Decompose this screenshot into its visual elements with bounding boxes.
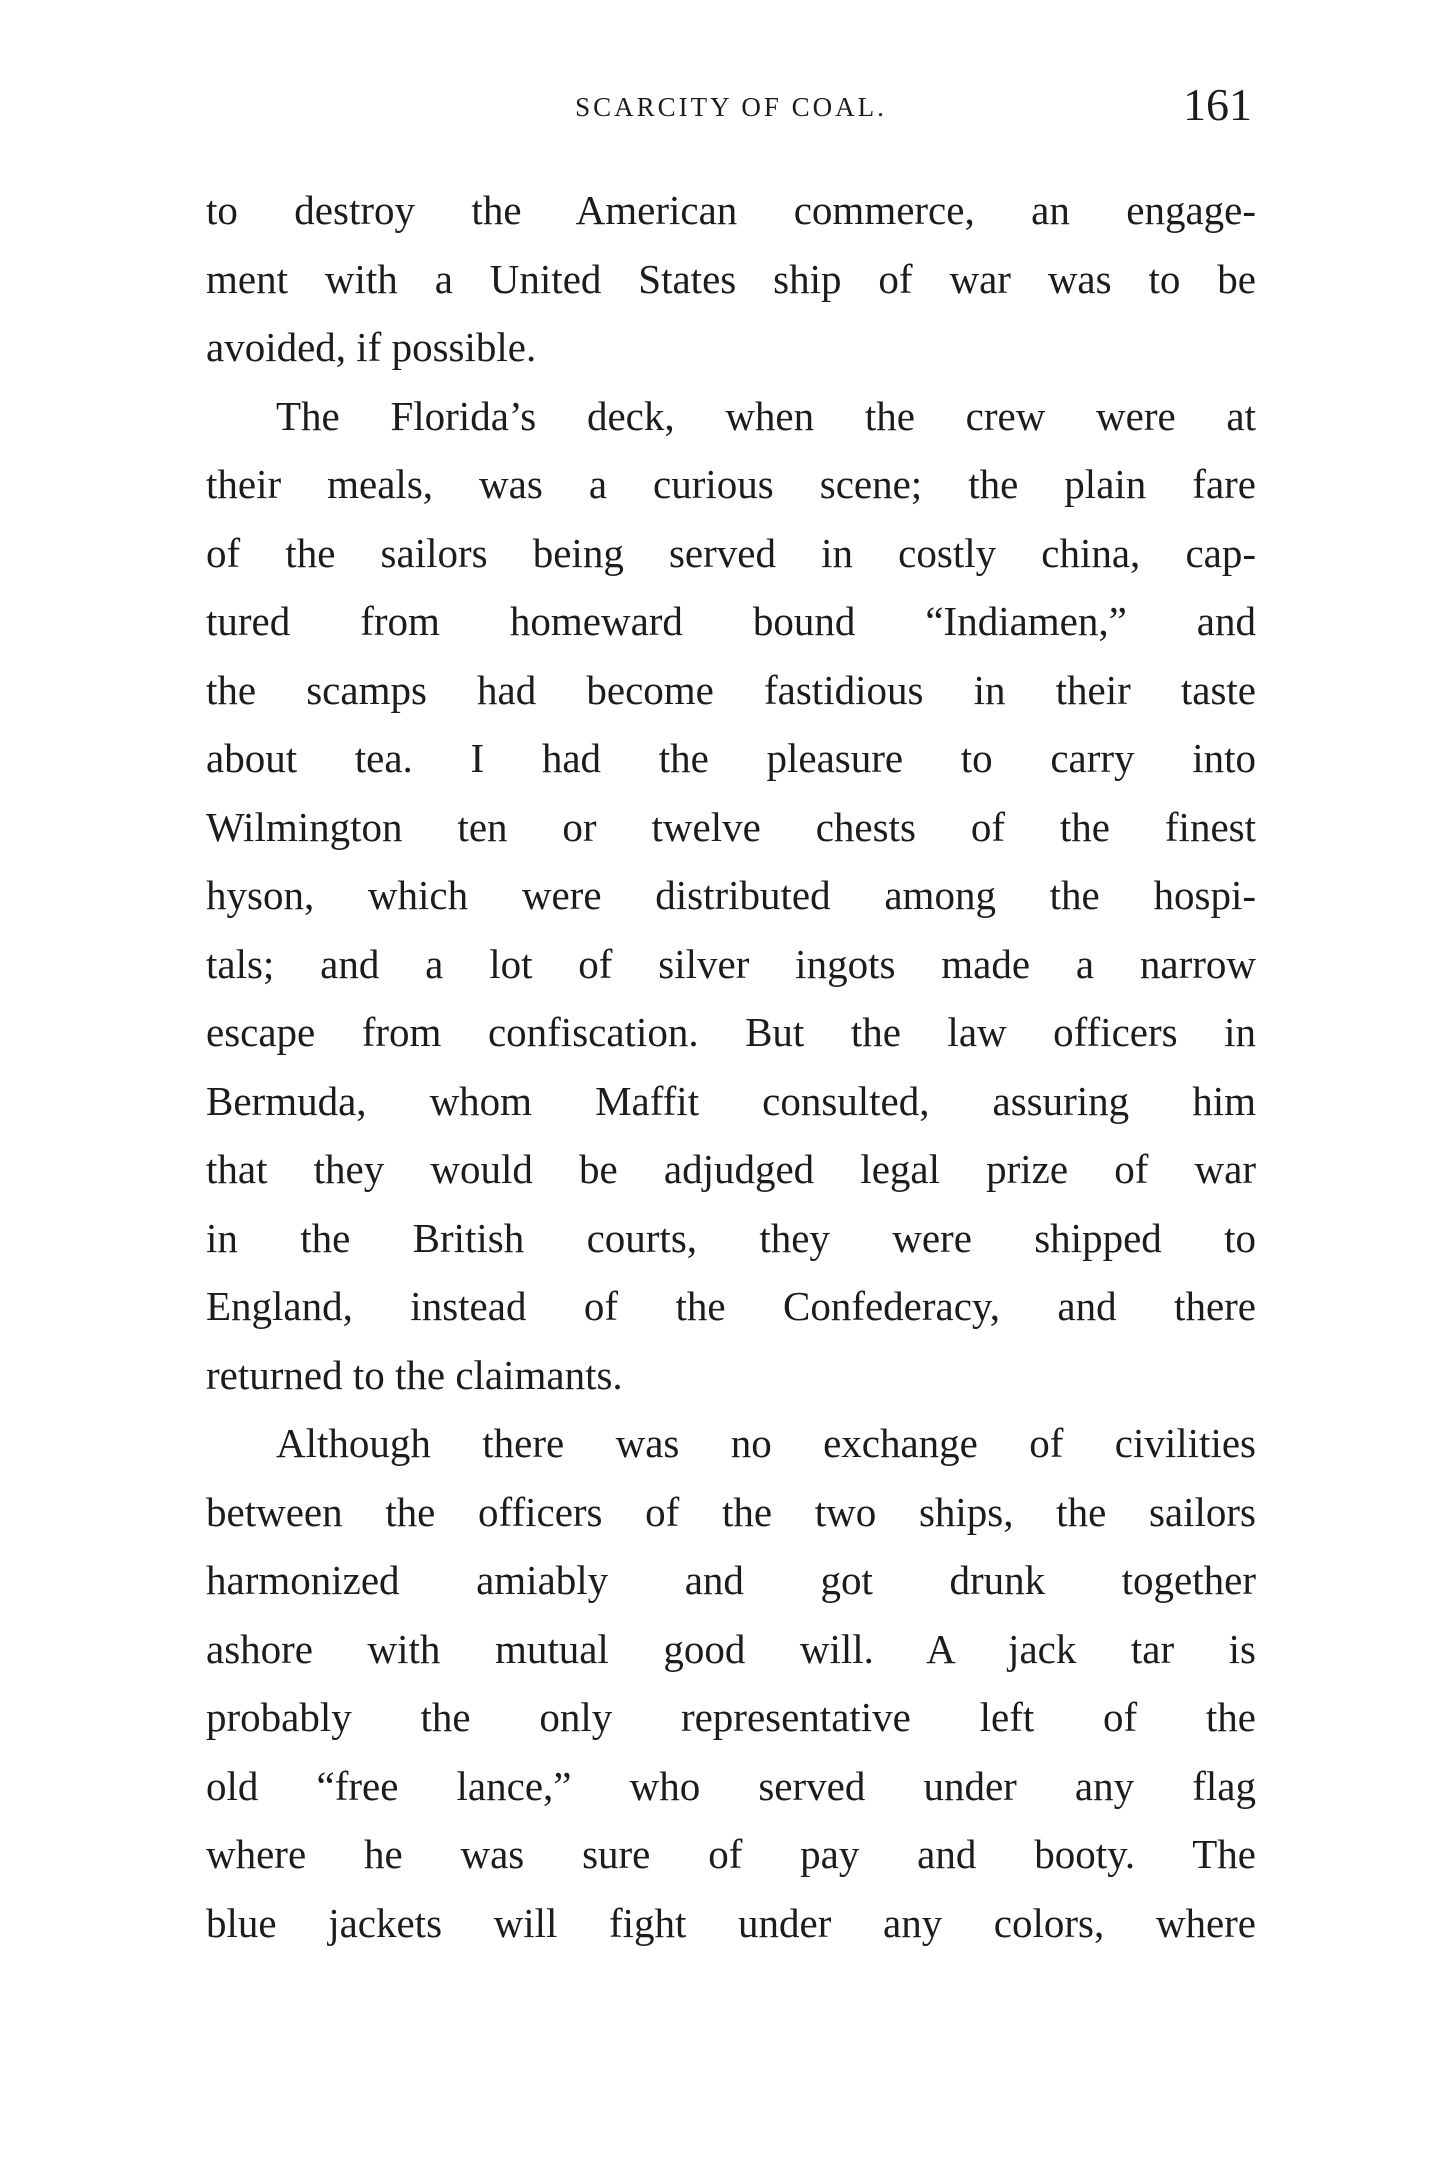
text-line: blue jackets will fight under any colors, where (206, 1899, 1256, 1946)
text-line: that they would be adjudged legal prize of war (206, 1146, 1256, 1192)
page-number: 161 (1183, 79, 1252, 130)
text-line: England, instead of the Confederacy, and there (206, 1283, 1256, 1329)
text-line: returned to the claimants. (206, 1351, 623, 1398)
text-line: about tea. I had the pleasure to carry into (206, 735, 1256, 781)
text-line: escape from confiscation. But the law officers in (206, 1009, 1256, 1055)
text-line: Bermuda, whom Maffit consulted, assuring him (206, 1077, 1256, 1124)
text-line: avoided, if possible. (206, 324, 537, 370)
text-line: Wilmington ten or twelve chests of the finest (206, 803, 1256, 850)
text-line: between the officers of the two ships, the sailors (206, 1488, 1256, 1535)
text-line: ashore with mutual good will. A jack tar is (206, 1625, 1256, 1672)
running-header (206, 78, 1256, 138)
text-line: hyson, which were distributed among the hospi- (206, 872, 1256, 918)
text-line: old “free lance,” who served under any flag (206, 1762, 1256, 1809)
body-text (206, 176, 1256, 1957)
text-line: of the sailors being served in costly china, cap- (206, 529, 1256, 576)
text-line: harmonized amiably and got drunk together (206, 1557, 1256, 1603)
text-line: tured from homeward bound “Indiamen,” and (206, 598, 1256, 644)
text-line: where he was sure of pay and booty. The (206, 1831, 1256, 1877)
text-line: in the British courts, they were shipped to (206, 1214, 1256, 1261)
paragraph-first-line: Although there was no exchange of civilities (276, 1420, 1256, 1466)
running-title: SCARCITY OF COAL. (575, 92, 887, 122)
text-line: their meals, was a curious scene; the plain fare (206, 461, 1256, 507)
text-line: to destroy the American commerce, an engage- (206, 187, 1256, 233)
text-line: probably the only representative left of the (206, 1694, 1256, 1740)
text-line: ment with a United States ship of war was to be (206, 255, 1256, 302)
text-line: tals; and a lot of silver ingots made a narrow (206, 940, 1256, 987)
text-line: the scamps had become fastidious in their taste (206, 666, 1256, 713)
paragraph-first-line: The Florida’s deck, when the crew were at (276, 392, 1256, 439)
